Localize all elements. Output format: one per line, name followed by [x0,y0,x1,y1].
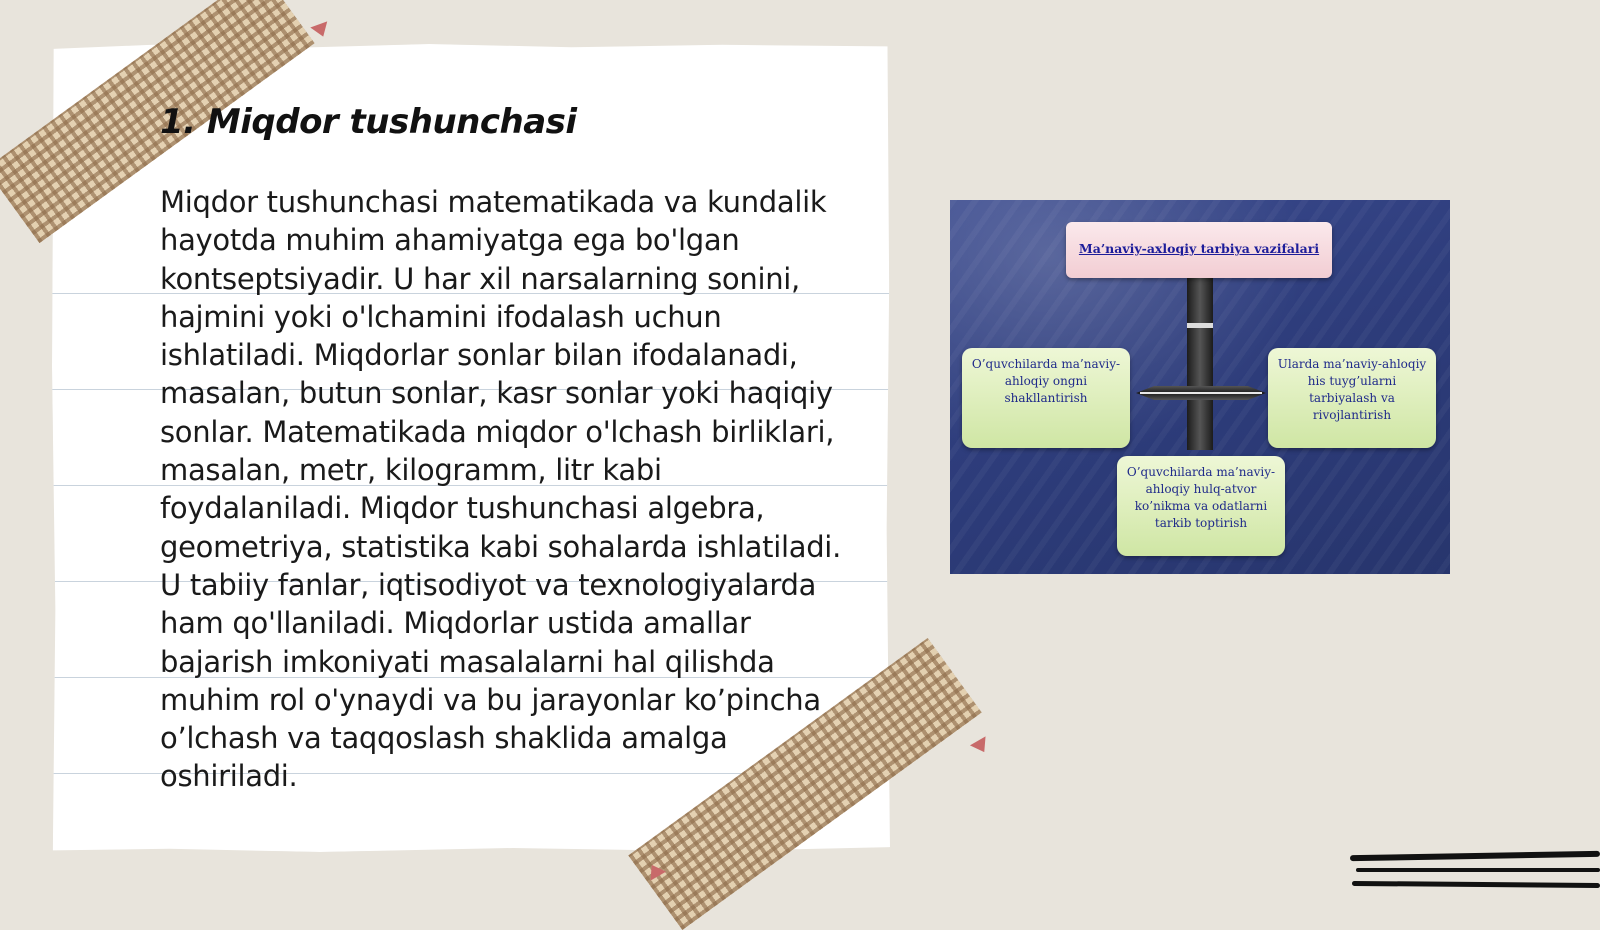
diagram-image [950,200,1450,574]
diagram-box-left: O’quvchilarda ma’naviy-ahloqiy ongni shakllantirish [962,348,1130,448]
decorative-stroke [1352,881,1600,888]
pin-icon [970,736,992,756]
decorative-stroke [1350,851,1600,861]
slide-title: 1. Miqdor tushunchasi [160,102,577,142]
diagram-box-bottom: O’quvchilarda ma’naviy-ahloqiy hulq-atvor ko’nikma va odatlarni tarkib toptirish [1117,456,1285,556]
diagram-crossbar-highlight [1140,392,1262,394]
decorative-stroke [1356,868,1600,872]
diagram-box-right: Ularda ma’naviy-ahloqiy his tuyg’ularni tarbiyalash va rivojlantirish [1268,348,1436,448]
diagram-connector [1187,278,1213,450]
diagram-connector-gap [1187,323,1213,328]
diagram-title: Ma’naviy-axloqiy tarbiya vazifalari [1066,222,1332,278]
slide-body-text: Miqdor tushunchasi matematikada va kundalik hayotda muhim ahamiyatga ega bo'lgan kontseptsiyadir. U har xil narsalarning sonini, hajmini yoki o'lchamini ifodalash uchun ishlatiladi. Miqdorlar sonlar bilan ifodalanadi, masalan, butun sonlar, kasr sonlar yoki haqiqiy sonlar. Matematikada miqdor o'lchash birliklari, masalan, metr, kilogramm, litr kabi foydalaniladi. Miqdor tushunchasi algebra, geometriya, statistika kabi sohalarda ishlatiladi. U tabiiy fanlar, iqtisodiyot va texnologiyalarda ham qo'llaniladi. Miqdorlar ustida amallar bajarish imkoniyati masalalarni hal qilishda muhim rol o'ynaydi va bu jarayonlar ko’pincha o’lchash va taqqoslash shaklida amalga oshiriladi. [160,185,841,794]
pin-icon [310,21,331,39]
